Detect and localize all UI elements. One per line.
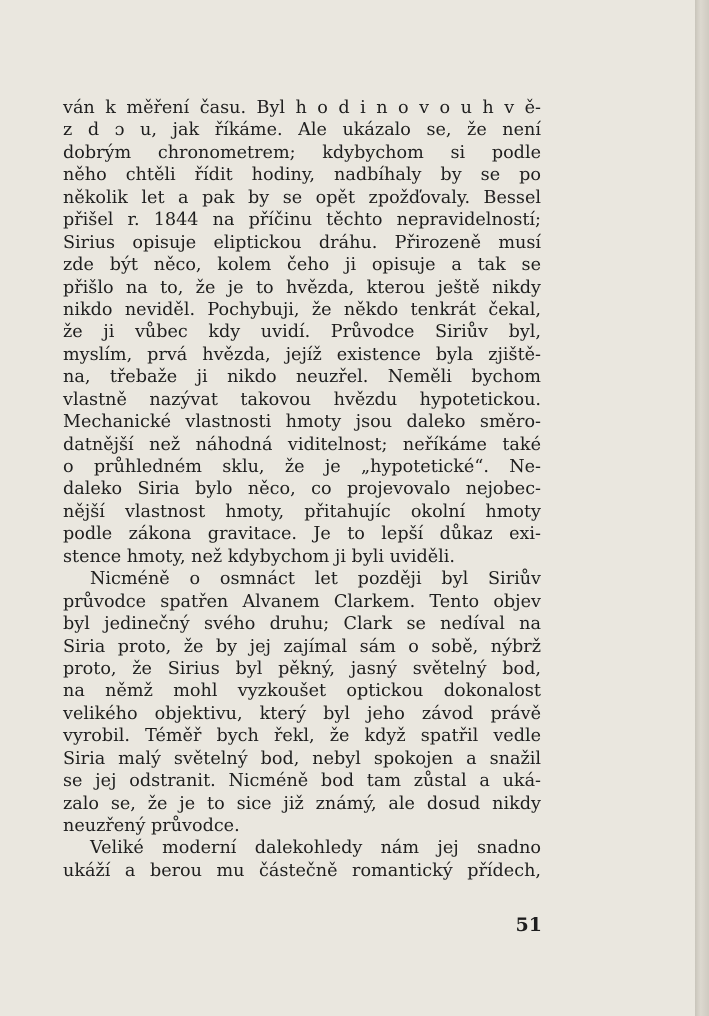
- text-line: na, třebaže ji nikdo neuzřel. Neměli bychom: [63, 367, 541, 388]
- page-number: 51: [515, 914, 542, 936]
- text-line: přišel r. 1844 na příčinu těchto nepravidelností;: [63, 210, 541, 231]
- text-line: nikdo neviděl. Pochybuji, že někdo tenkrát čekal,: [63, 299, 541, 320]
- text-line: nější vlastnost hmoty, přitahujíc okolní hmoty: [63, 501, 541, 522]
- text-line: velikého objektivu, který byl jeho závod právě: [63, 703, 541, 724]
- text-line: vyrobil. Téměř bych řekl, že když spatřil vedle: [63, 726, 541, 747]
- text-line: neuzřený průvodce.: [63, 816, 240, 836]
- text-line: dobrým chronometrem; kdybychom si podle: [63, 142, 541, 163]
- text-line: o průhledném sklu, že je „hypotetické“. Ne-: [63, 457, 541, 477]
- text-line: datnější než náhodná viditelnost; neříkáme také: [63, 434, 541, 455]
- text-line: ván k měření času. Byl h o d i n o v o u h v ě-: [63, 98, 541, 118]
- text-line: na němž mohl vyzkoušet optickou dokonalost: [63, 681, 541, 702]
- text-line: se jej odstranit. Nicméně bod tam zůstal a uká-: [63, 771, 541, 792]
- text-line: podle zákona gravitace. Je to lepší důkaz exi-: [63, 524, 541, 545]
- text-line: ukáží a berou mu částečně romantický přídech,: [63, 860, 541, 881]
- text-line: zalo se, že je to sice již známý, ale dosud nikdy: [63, 793, 541, 814]
- text-line: Mechanické vlastnosti hmoty jsou daleko směro-: [63, 412, 541, 433]
- text-line: něho chtěli řídit hodiny, nadbíhaly by se po: [63, 165, 541, 186]
- text-line: Veliké moderní dalekohledy nám jej snadno: [90, 838, 541, 859]
- body-text: [63, 97, 541, 882]
- text-line: byl jedinečný svého druhu; Clark se nedíval na: [63, 614, 541, 635]
- text-line: daleko Siria bylo něco, co projevovalo nejobec-: [63, 479, 541, 500]
- text-line: proto, že Sirius byl pěkný, jasný světelný bod,: [63, 658, 541, 679]
- text-line: Nicméně o osmnáct let později byl Siriův: [90, 569, 541, 590]
- page-edge: [695, 0, 709, 1016]
- text-line: stence hmoty, než kdybychom ji byli uviděli.: [63, 546, 456, 567]
- text-line: myslím, prvá hvězda, jejíž existence byla zjiště-: [63, 344, 541, 365]
- text-line: přišlo na to, že je to hvězda, kterou ještě nikdy: [63, 277, 541, 298]
- text-line: Siria proto, že by jej zajímal sám o sobě, nýbrž: [63, 636, 541, 657]
- text-line: několik let a pak by se opět zpožďovaly. Bessel: [63, 187, 541, 208]
- text-line: průvodce spatřen Alvanem Clarkem. Tento objev: [63, 591, 541, 612]
- text-line: Siria malý světelný bod, nebyl spokojen a snažil: [63, 748, 541, 769]
- text-line: zde být něco, kolem čeho ji opisuje a tak se: [63, 255, 541, 276]
- text-line: že ji vůbec kdy uvidí. Průvodce Siriův byl,: [63, 322, 541, 343]
- text-line: Sirius opisuje eliptickou dráhu. Přirozeně musí: [63, 232, 541, 253]
- text-line: vlastně nazývat takovou hvězdu hypotetickou.: [63, 389, 541, 410]
- text-line: z d ɔ u, jak říkáme. Ale ukázalo se, že není: [63, 120, 541, 141]
